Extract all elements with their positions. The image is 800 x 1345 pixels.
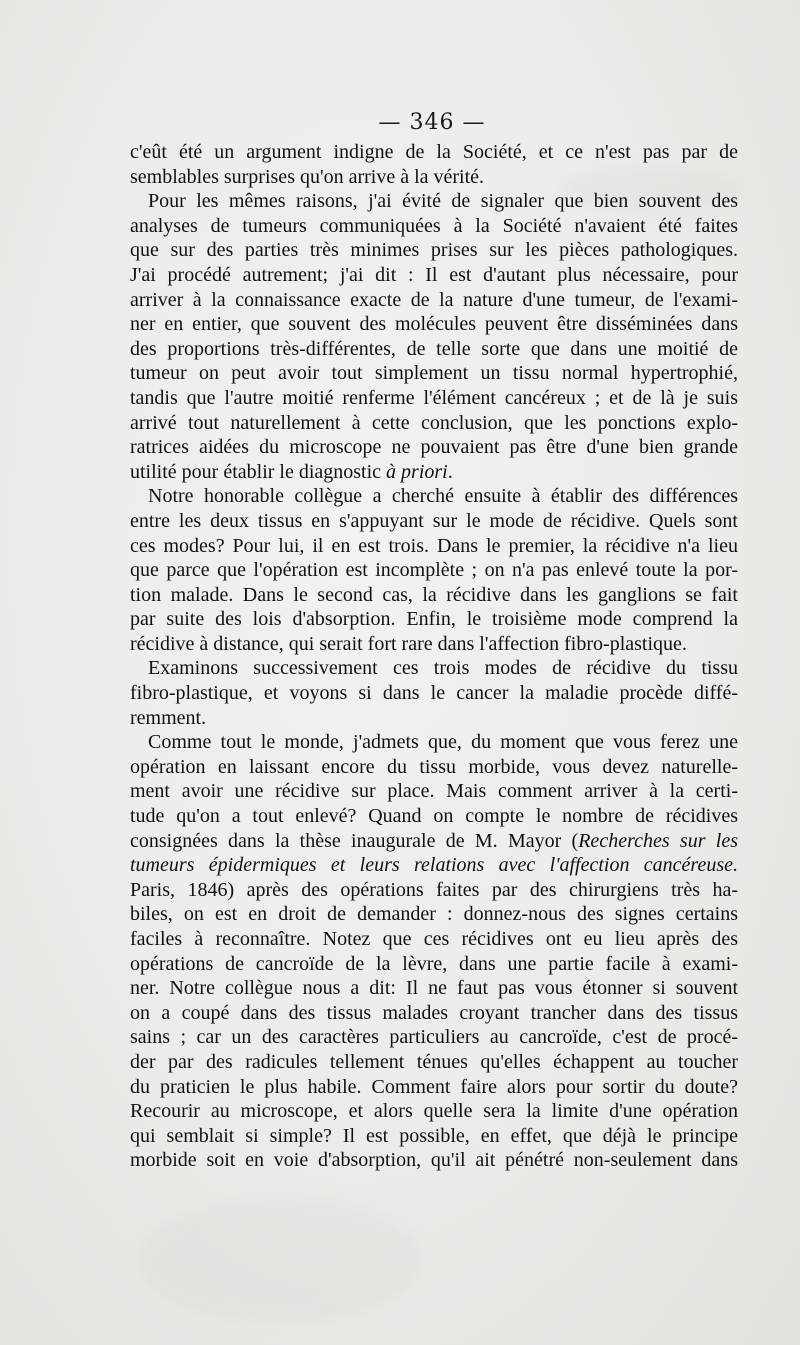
text-line: que sur des parties très minimes prises sur les pièces pathologiques. bbox=[130, 239, 738, 262]
text-line: opération en laissant encore du tissu morbide, vous devez naturelle- bbox=[130, 755, 738, 778]
text-line: du praticien le plus habile. Comment faire alors pour sortir du doute? bbox=[130, 1075, 738, 1098]
text-line: entre les deux tissus en s'appuyant sur le mode de récidive. Quels sont bbox=[130, 509, 738, 532]
text-line: fibro-plastique, et voyons si dans le cancer la maladie procède diffé- bbox=[130, 682, 738, 705]
text-line: récidive à distance, qui serait fort rare dans l'affection fibro-plastique. bbox=[130, 632, 687, 655]
text-line: tude qu'on a tout enlevé? Quand on compte le nombre de récidives bbox=[130, 805, 738, 828]
text-span: utilité pour établir le diagnostic bbox=[130, 460, 387, 483]
text-line: Examinons successivement ces trois modes de récidive du tissu bbox=[148, 657, 738, 680]
body-text bbox=[130, 140, 738, 1173]
text-line: semblables surprises qu'on arrive à la vérité. bbox=[130, 165, 485, 188]
text-line: des proportions très-différentes, de telle sorte que dans une moitié de bbox=[130, 337, 738, 360]
text-line: tion malade. Dans le second cas, la récidive dans les ganglions se fait bbox=[130, 583, 738, 606]
text-line: Pour les mêmes raisons, j'ai évité de signaler que bien souvent des bbox=[148, 190, 738, 213]
text-line: analyses de tumeurs communiquées à la Société n'avaient été faites bbox=[130, 214, 738, 237]
text-line: remment. bbox=[130, 706, 207, 729]
text-line: Paris, 1846) après des opérations faites par des chirurgiens très ha- bbox=[130, 878, 738, 901]
italic-phrase: Recherches sur les bbox=[578, 829, 738, 852]
text-line: par suite des lois d'absorption. Enfin, le troisième mode comprend la bbox=[130, 608, 738, 631]
text-line: morbide soit en voie d'absorption, qu'il ait pénétré non-seulement dans bbox=[130, 1149, 738, 1172]
text-line: ment avoir une récidive sur place. Mais comment arriver à la certi- bbox=[130, 780, 738, 803]
text-line bbox=[130, 460, 738, 485]
text-line: J'ai procédé autrement; j'ai dit : Il est d'autant plus nécessaire, pour bbox=[130, 263, 738, 286]
text-line: ner. Notre collègue nous a dit: Il ne faut pas vous étonner si souvent bbox=[130, 977, 738, 1000]
text-span: . bbox=[447, 460, 453, 483]
text-line: ner en entier, que souvent des molécules peuvent être disséminées dans bbox=[130, 313, 738, 336]
text-line: Recourir au microscope, et alors quelle sera la limite d'une opération bbox=[130, 1100, 738, 1123]
italic-phrase: tumeurs épidermiques et leurs relations avec l'affection cancéreuse. bbox=[130, 854, 738, 877]
text-line: c'eût été un argument indigne de la Société, et ce n'est pas par de bbox=[130, 141, 738, 163]
text-line: tumeur on peut avoir tout simplement un tissu normal hypertrophié, bbox=[130, 362, 738, 385]
text-line: sains ; car un des caractères particuliers au cancroïde, c'est de procé- bbox=[130, 1026, 738, 1049]
text-line: que parce que l'opération est incomplète ; on n'a pas enlevé toute la por- bbox=[130, 559, 738, 582]
page-number: — 346 — bbox=[378, 110, 486, 135]
text-line: ratrices aidées du microscope ne pouvaient pas être d'une bien grande bbox=[130, 436, 738, 459]
text-span: consignées dans la thèse inaugurale de M. Mayor ( bbox=[130, 829, 579, 852]
text-line: arriver à la connaissance exacte de la nature d'une tumeur, de l'exami- bbox=[130, 288, 738, 311]
text-line: Notre honorable collègue a cherché ensuite à établir des différences bbox=[148, 485, 738, 508]
text-line: der par des radicules tellement ténues qu'elles échappent au toucher bbox=[130, 1050, 738, 1073]
text-line: biles, on est en droit de demander : donnez-nous des signes certains bbox=[130, 903, 738, 926]
text-line: ces modes? Pour lui, il en est trois. Dans le premier, la récidive n'a lieu bbox=[130, 534, 738, 557]
text-line: tandis que l'autre moitié renferme l'élément cancéreux ; et de là je suis bbox=[130, 386, 738, 409]
text-line bbox=[130, 829, 738, 854]
text-line: Comme tout le monde, j'admets que, du moment que vous ferez une bbox=[148, 731, 738, 754]
text-line: qui semblait si simple? Il est possible, en effet, que déjà le principe bbox=[130, 1124, 738, 1147]
italic-phrase: à priori bbox=[386, 460, 448, 483]
text-line bbox=[130, 853, 738, 878]
paper-stain bbox=[140, 1200, 420, 1320]
text-line: faciles à reconnaître. Notez que ces récidives ont eu lieu après des bbox=[130, 928, 738, 950]
text-line: opérations de cancroïde de la lèvre, dans une partie facile à exami- bbox=[130, 952, 738, 975]
text-line: arrivé tout naturellement à cette conclusion, que les ponctions explo- bbox=[130, 411, 738, 434]
text-line: on a coupé dans des tissus malades croyant trancher dans des tissus bbox=[130, 1001, 738, 1024]
